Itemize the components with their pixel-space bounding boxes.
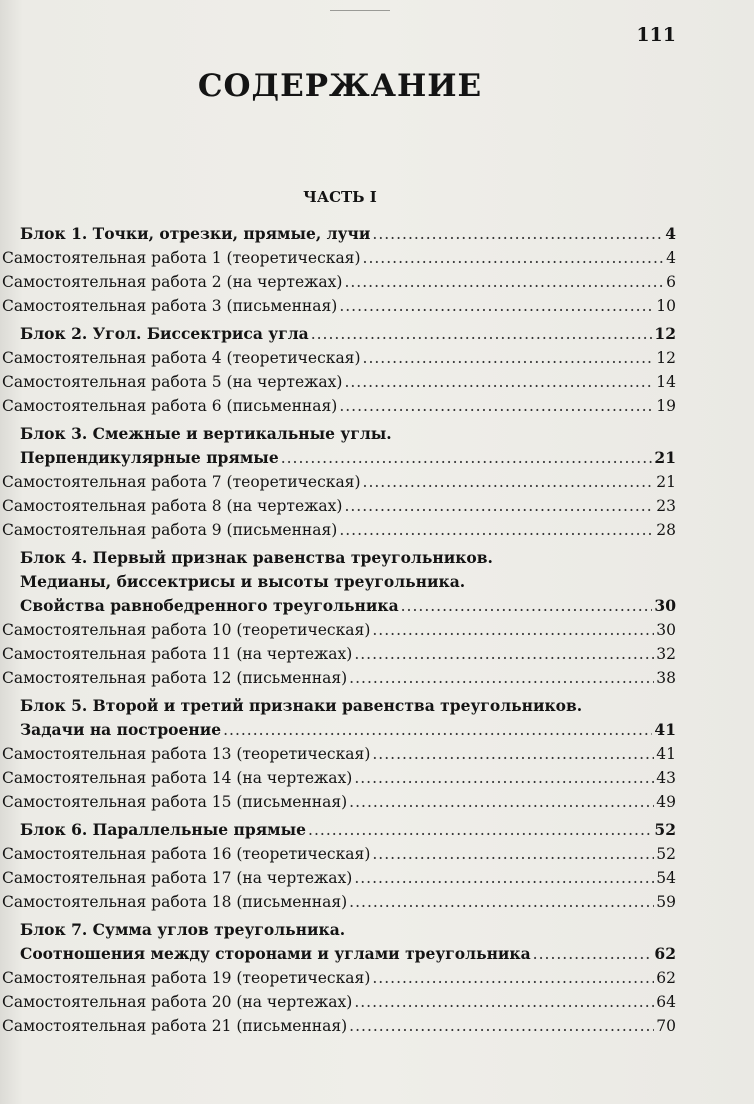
toc-entry-page: 32 xyxy=(656,645,676,663)
toc-entry-title: Блок 3. Смежные и вертикальные углы. xyxy=(20,424,392,443)
dot-leader xyxy=(339,294,654,318)
toc-work-entry xyxy=(0,494,676,518)
toc-work-entry xyxy=(0,866,676,890)
dot-leader xyxy=(281,446,653,470)
dot-leader xyxy=(354,990,654,1014)
toc-work-entry xyxy=(0,842,676,866)
toc-block-entry xyxy=(0,222,676,246)
toc-entry-page: 70 xyxy=(656,1017,676,1035)
toc-entry-title: Самостоятельная работа 15 (письменная) xyxy=(2,793,348,811)
toc-entry-page: 49 xyxy=(656,793,676,811)
dot-leader xyxy=(363,346,655,370)
toc-entry-page: 19 xyxy=(656,397,676,415)
page-number: 111 xyxy=(636,24,676,46)
toc-entry-title: Соотношения между сторонами и углами треугольника xyxy=(20,944,531,963)
toc-block-entry xyxy=(0,718,676,742)
toc-entry-page: 62 xyxy=(656,969,676,987)
dot-leader xyxy=(344,494,654,518)
toc-work-entry xyxy=(0,346,676,370)
toc-entry-title: Блок 5. Второй и третий признаки равенства треугольников. xyxy=(20,696,583,715)
toc-block-entry xyxy=(0,446,676,470)
toc-work-entry xyxy=(0,518,676,542)
toc-entry-page: 12 xyxy=(656,349,676,367)
toc-entry-title: Самостоятельная работа 17 (на чертежах) xyxy=(2,869,353,887)
toc-work-entry xyxy=(0,1014,676,1038)
toc-work-entry xyxy=(0,470,676,494)
toc-work-entry xyxy=(0,246,676,270)
toc-entry-page: 21 xyxy=(654,448,676,467)
toc-entry-page: 30 xyxy=(656,621,676,639)
dot-leader xyxy=(349,790,654,814)
toc-entry-page: 38 xyxy=(656,669,676,687)
toc-entry-page: 41 xyxy=(656,745,676,763)
toc-entry-page: 14 xyxy=(656,373,676,391)
toc-entry-page: 4 xyxy=(665,224,676,243)
toc-work-entry xyxy=(0,618,676,642)
toc-work-entry xyxy=(0,270,676,294)
toc-entry-page: 43 xyxy=(656,769,676,787)
dot-leader xyxy=(344,270,664,294)
dot-leader xyxy=(308,818,652,842)
toc-entry-title: Самостоятельная работа 5 (на чертежах) xyxy=(2,373,343,391)
toc-entry-page: 30 xyxy=(654,596,676,615)
toc-work-entry xyxy=(0,990,676,1014)
top-rule xyxy=(330,10,390,11)
toc-entry-title: Перпендикулярные прямые xyxy=(20,448,279,467)
toc-block-entry xyxy=(0,694,676,718)
toc-entry-title: Самостоятельная работа 7 (теоретическая) xyxy=(2,473,361,491)
toc-entry-title: Самостоятельная работа 12 (письменная) xyxy=(2,669,348,687)
toc-work-entry xyxy=(0,890,676,914)
toc-entry-title: Самостоятельная работа 14 (на чертежах) xyxy=(2,769,353,787)
toc-work-entry xyxy=(0,766,676,790)
toc-entry-title: Самостоятельная работа 13 (теоретическая) xyxy=(2,745,371,763)
dot-leader xyxy=(311,322,653,346)
toc-block-entry xyxy=(0,570,676,594)
toc-entry-title: Самостоятельная работа 8 (на чертежах) xyxy=(2,497,343,515)
toc-work-entry xyxy=(0,294,676,318)
toc-entry-page: 6 xyxy=(666,273,676,291)
dot-leader xyxy=(349,1014,654,1038)
dot-leader xyxy=(372,618,654,642)
dot-leader xyxy=(344,370,654,394)
toc-entry-page: 41 xyxy=(654,720,676,739)
toc-entry-page: 54 xyxy=(656,869,676,887)
toc-work-entry xyxy=(0,742,676,766)
toc-entry-page: 4 xyxy=(666,249,676,267)
toc-work-entry xyxy=(0,394,676,418)
dot-leader xyxy=(349,666,654,690)
toc-entry-title: Самостоятельная работа 10 (теоретическая) xyxy=(2,621,371,639)
dot-leader xyxy=(339,518,654,542)
toc-block-entry xyxy=(0,942,676,966)
toc-entry-title: Самостоятельная работа 16 (теоретическая) xyxy=(2,845,371,863)
toc-work-entry xyxy=(0,370,676,394)
toc-entry-title: Самостоятельная работа 6 (письменная) xyxy=(2,397,338,415)
toc-entry-page: 28 xyxy=(656,521,676,539)
dot-leader xyxy=(354,766,654,790)
dot-leader xyxy=(363,470,655,494)
toc-entry-title: Блок 6. Параллельные прямые xyxy=(20,820,307,839)
toc-entry-title: Медианы, биссектрисы и высоты треугольника. xyxy=(20,572,466,591)
dot-leader xyxy=(363,246,665,270)
toc-entry-title: Блок 2. Угол. Биссектриса угла xyxy=(20,324,309,343)
toc-entry-page: 21 xyxy=(656,473,676,491)
toc-entry-page: 59 xyxy=(656,893,676,911)
toc-block-entry xyxy=(0,422,676,446)
toc-entry-page: 62 xyxy=(654,944,676,963)
toc-entry-page: 10 xyxy=(656,297,676,315)
toc-entry-title: Блок 1. Точки, отрезки, прямые, лучи xyxy=(20,224,371,243)
toc-entry-title: Самостоятельная работа 1 (теоретическая) xyxy=(2,249,361,267)
dot-leader xyxy=(533,942,653,966)
dot-leader xyxy=(372,222,663,246)
toc-work-entry xyxy=(0,966,676,990)
toc-entry-title: Блок 4. Первый признак равенства треугольников. xyxy=(20,548,493,567)
dot-leader xyxy=(372,742,654,766)
toc-entry-title: Блок 7. Сумма углов треугольника. xyxy=(20,920,346,939)
part-heading: ЧАСТЬ I xyxy=(303,188,377,206)
toc-work-entry xyxy=(0,642,676,666)
toc-entry-page: 23 xyxy=(656,497,676,515)
dot-leader xyxy=(354,642,654,666)
toc-block-entry xyxy=(0,918,676,942)
page-title: СОДЕРЖАНИЕ xyxy=(197,68,483,104)
toc-entry-page: 52 xyxy=(654,820,676,839)
toc-entry-page: 64 xyxy=(656,993,676,1011)
toc-entry-title: Самостоятельная работа 20 (на чертежах) xyxy=(2,993,353,1011)
toc-entry-title: Самостоятельная работа 19 (теоретическая) xyxy=(2,969,371,987)
dot-leader xyxy=(354,866,654,890)
toc-work-entry xyxy=(0,666,676,690)
dot-leader xyxy=(223,718,652,742)
dot-leader xyxy=(372,842,654,866)
toc-entry-title: Самостоятельная работа 21 (письменная) xyxy=(2,1017,348,1035)
toc-entry-title: Самостоятельная работа 3 (письменная) xyxy=(2,297,338,315)
dot-leader xyxy=(339,394,654,418)
toc-entry-page: 52 xyxy=(656,845,676,863)
toc-entry-title: Самостоятельная работа 9 (письменная) xyxy=(2,521,338,539)
dot-leader xyxy=(372,966,654,990)
toc-entry-title: Свойства равнобедренного треугольника xyxy=(20,596,399,615)
dot-leader xyxy=(349,890,654,914)
toc-block-entry xyxy=(0,322,676,346)
table-of-contents xyxy=(0,218,676,1038)
toc-entry-title: Самостоятельная работа 4 (теоретическая) xyxy=(2,349,361,367)
toc-entry-title: Самостоятельная работа 18 (письменная) xyxy=(2,893,348,911)
toc-block-entry xyxy=(0,594,676,618)
dot-leader xyxy=(401,594,653,618)
toc-block-entry xyxy=(0,546,676,570)
toc-entry-title: Самостоятельная работа 11 (на чертежах) xyxy=(2,645,353,663)
toc-entry-page: 12 xyxy=(654,324,676,343)
toc-block-entry xyxy=(0,818,676,842)
toc-entry-title: Самостоятельная работа 2 (на чертежах) xyxy=(2,273,343,291)
toc-work-entry xyxy=(0,790,676,814)
toc-entry-title: Задачи на построение xyxy=(20,720,222,739)
